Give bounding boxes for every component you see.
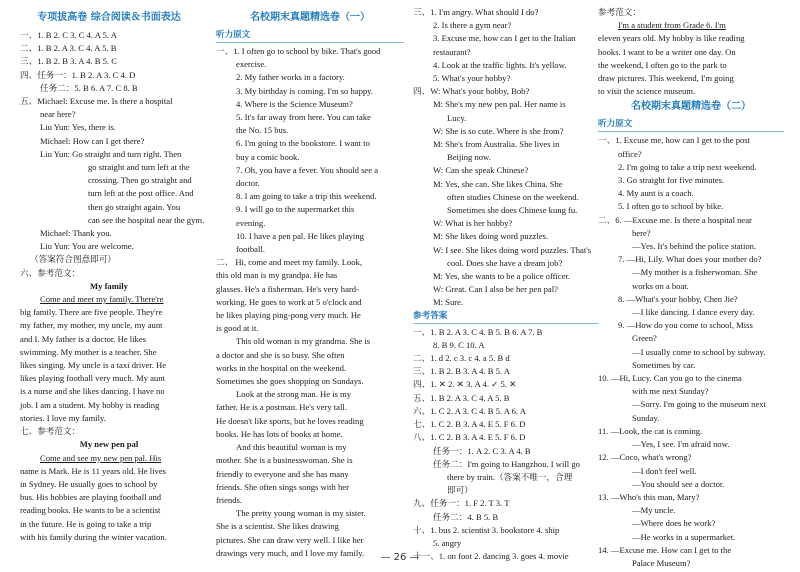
script-line: 一、1. Excuse me, how can I get to the post [598, 135, 751, 146]
script-line: often studies Chinese on the weekend. [447, 191, 579, 202]
essay-line: Come and meet my family. There're [40, 294, 164, 305]
answer-line: 任务二：I'm going to Hangzhou. I will go [433, 458, 580, 469]
answer-line: 一、1. B 2. A 3. C 4. B 5. B 6. A 7. B [413, 326, 543, 337]
script-line: 5. It's far away from here. You can take [236, 112, 371, 123]
script-line: —I like dancing. I dance every day. [632, 307, 755, 318]
script-line: 10. I have a pen pal. He likes playing [236, 230, 364, 241]
script-line: W: Can she speak Chinese? [433, 165, 529, 176]
answer-line: 八、1. C 2. B 3. A 4. E 5. F 6. D [413, 432, 526, 443]
script-line: W: I see. She likes doing word puzzles. That's [433, 244, 592, 255]
essay-line: likes playing football very much. My aunt [20, 373, 165, 384]
answer-line: 任务二：4. B 5. B [433, 511, 499, 522]
script-line: Beijing now. [447, 152, 491, 163]
essay-line: name is Mark. He is 11 years old. He lives [20, 465, 166, 476]
script-line: working. He goes to work at 5 o'clock and [216, 296, 362, 307]
script-line: —Yes. It's behind the police station. [632, 241, 757, 252]
section-label: 六、参考范文： [20, 267, 81, 278]
script-line: —Sorry. I'm going to the museum next [632, 399, 766, 410]
answer-line: 一、1. B 2. C 3. C 4. A 5. A [20, 30, 117, 40]
essay-line: stories. I love my family. [20, 412, 106, 423]
essay-line: in the future. He is going to take a trip [20, 518, 152, 529]
essay-line: Come and see my new pen pal. His [40, 452, 162, 463]
script-line: 9. I will go to the supermarket this [236, 204, 355, 215]
script-line: 11. —Look, the cat is coming. [598, 425, 703, 436]
answer-line: 二、1. d 2. c 3. c 4. a 5. B d [413, 353, 510, 364]
subsection-heading: 参考答案 [413, 310, 598, 324]
script-line: —My mother is a fisherwoman. She [632, 267, 758, 278]
script-line: office? [618, 148, 642, 159]
script-line: 3. Excuse me, how can I get to the Italian [433, 33, 576, 44]
script-line: M: Yes, she can. She likes China. She [433, 178, 563, 189]
page-number: — 26 — [380, 552, 420, 563]
dialogue-line: can see the hospital near the gym. [88, 214, 205, 225]
section-title: 专项拔高卷 综合阅读＆书面表达 [37, 12, 181, 23]
script-line: this old man is my grandpa. He has [216, 270, 338, 281]
dialogue-line: crossing. Then go straight and [88, 175, 192, 186]
answer-line: 六、1. C 2. A 3. C 4. B 5. A 6. A [413, 405, 526, 416]
script-line: 一、1. I often go to school by bike. That's good [216, 46, 381, 56]
script-line: M: Sure. [433, 297, 464, 308]
column-4 [598, 6, 784, 570]
subsection-heading: 听力原文 [598, 118, 784, 132]
script-line: drawings very much, and I love my family. [216, 547, 365, 558]
script-line: exercise. [236, 59, 267, 70]
answer-line: 任务一：1. A 2. C 3. A 4. B [433, 445, 531, 456]
section-title: 名校期末真题精选卷（一） [250, 12, 370, 23]
answer-line: 九、任务一：1. F 2. T 3. T [413, 498, 510, 509]
script-line: doctor. [236, 178, 260, 189]
answer-line: 五、1. B 2. A 3. C 4. A 5. B [413, 392, 510, 403]
script-line: —Where does he work? [632, 518, 716, 529]
script-line: 3. Go straight for five minutes. [618, 175, 725, 186]
essay-line: I'm a student from Grade 6. I'm [618, 20, 726, 31]
essay-line: likes singing. My uncle is a taxi driver. He [20, 360, 167, 371]
dialogue-line: go straight and turn left at the [88, 162, 190, 173]
script-line: —You should see a doctor. [632, 478, 725, 489]
script-line: cool. Does she have a dream job? [447, 257, 563, 268]
script-line: —Yes, I see. I'm afraid now. [632, 439, 730, 450]
script-line: Palace Museum? [632, 557, 691, 568]
script-line: 二、 Hi, come and meet my family. Look, [216, 257, 362, 268]
script-line: M: She likes doing word puzzles. [433, 231, 549, 242]
script-line: 4. Look at the traffic lights. It's yellow. [433, 59, 567, 70]
essay-line: to visit the science museum. [598, 86, 696, 97]
script-line: 6. I'm going to the bookstore. I want to [236, 138, 370, 149]
section-title: 名校期末真题精选卷（二） [631, 101, 751, 113]
script-line: M: She's from Australia. She lives in [433, 139, 560, 150]
script-line: friends. She often sings songs with her [216, 481, 349, 492]
script-line: mother. She is a businesswoman. She is [216, 455, 353, 466]
essay-title: My family [90, 280, 128, 291]
script-line: here? [632, 227, 651, 238]
essay-title: My new pen pal [79, 439, 139, 450]
section-label: 七、参考范文： [20, 426, 81, 437]
answer-line: 四、任务一：1. B 2. A 3. C 4. D [20, 69, 136, 80]
script-line: 5. What's your hobby? [433, 73, 511, 84]
answer-line: 任务二：5. B 6. A 7. C 8. B [40, 82, 138, 93]
script-line: friendly to everyone and she has many [216, 468, 349, 479]
script-line: Sunday. [632, 412, 660, 423]
script-line: Look at the strong man. He is my [236, 389, 352, 400]
script-line: 三、1. I'm angry. What should I do? [413, 7, 539, 17]
essay-line: books. I want to be a writer one day. On [598, 46, 736, 57]
script-line: 9. —How do you come to school, Miss [618, 320, 753, 331]
essay-line: and I. My father is a doctor. He likes [20, 333, 147, 344]
dialogue-line: then go straight again. You [88, 201, 181, 212]
script-line: works on a boat. [632, 280, 689, 291]
answer-line: 8. B 9. C 10. A [433, 339, 485, 350]
dialogue-line: 五、Michael: Excuse me. Is there a hospital [20, 96, 173, 107]
script-line: M: She's my new pen pal. Her name is [433, 99, 566, 110]
dialogue-line: Liu Yun: Yes, there is. [40, 122, 116, 133]
script-line: The pretty young woman is my sister. [236, 508, 366, 519]
column-3 [413, 6, 598, 563]
script-line: —My uncle. [632, 505, 676, 516]
script-line: 2. I'm going to take a trip next weekend. [618, 161, 757, 172]
script-line: 7. —Hi, Lily. What does your mother do? [618, 254, 762, 265]
script-line: 13. —Who's this man, Mary? [598, 491, 700, 502]
dialogue-line: Liu Yun: You are welcome. [40, 241, 134, 252]
script-line: Sometimes she does Chinese kung fu. [447, 205, 578, 216]
dialogue-line: Liu Yun: Go straight and turn right. Then [40, 148, 182, 159]
answer-line: 三、1. B 2. B 3. A 4. B 5. C [20, 56, 117, 67]
script-line: 2. My father works in a factory. [236, 72, 345, 83]
script-line: the No. 15 bus. [236, 125, 289, 136]
script-line: 12. —Coco, what's wrong? [598, 452, 692, 463]
answer-line: 十一、1. on foot 2. dancing 3. goes 4. movie [413, 551, 569, 562]
essay-line: with his family during the winter vacation. [20, 531, 167, 542]
script-line: books. He has lots of books at home. [216, 428, 343, 439]
script-line: This old woman is my grandma. She is [236, 336, 371, 347]
note-line: （答案符合图意即可） [30, 254, 116, 265]
answer-line: there by train.（答案不唯一，合理 [447, 471, 573, 482]
script-line: She is a scientist. She likes drawing [216, 521, 339, 532]
dialogue-line: Michael: Thank you. [40, 228, 112, 239]
script-line: —I usually come to school by subway. [632, 346, 766, 357]
essay-line: job. I am a student. My hobby is reading [20, 399, 160, 410]
dialogue-line: near here? [40, 109, 76, 120]
script-line: he likes playing ping-pong very much. He [216, 310, 361, 321]
section-label: 参考范文： [598, 7, 641, 17]
script-line: 5. I often go to school by bike. [618, 201, 724, 212]
answer-line: 二、1. B 2. A 3. C 4. A 5. B [20, 43, 117, 54]
answer-line: 十、1. bus 2. scientist 3. bookstore 4. ship [413, 524, 560, 535]
script-line: W: She is so cute. Where is she from? [433, 125, 564, 136]
script-line: evening. [236, 217, 266, 228]
script-line: 4. Where is the Science Museum? [236, 98, 353, 109]
essay-line: bus. His hobbies are playing football and [20, 492, 162, 503]
dialogue-line: Michael: How can I get there? [40, 135, 145, 146]
script-line: He doesn't like sports, but he loves reading [216, 415, 364, 426]
essay-line: eleven years old. My hobby is like reading [598, 33, 745, 44]
script-line: 二、6. —Excuse me. Is there a hospital near [598, 214, 752, 225]
column-1 [20, 6, 205, 544]
script-line: 8. I am going to take a trip this weekend. [236, 191, 377, 202]
script-line: football. [236, 244, 265, 255]
script-line: friends. [216, 494, 243, 505]
script-line: a doctor and she is so busy. She often [216, 349, 345, 360]
answer-line: 三、1. B 2. B 3. A 4. B 5. A [413, 366, 510, 377]
script-line: father. He is a postman. He's very tall. [216, 402, 347, 413]
script-line: works in the hospital on the weekend. [216, 362, 347, 373]
script-line: 3. My birthday is coming. I'm so happy. [236, 85, 374, 96]
essay-line: the weekend, I often go to the park to [598, 59, 727, 70]
script-line: Sometimes she goes shopping on Sundays. [216, 376, 364, 387]
essay-line: is a nurse and she likes dancing. I have no [20, 386, 165, 397]
answer-line: 七、1. C 2. B 3. A 4. E 5. F 6. D [413, 419, 526, 430]
essay-line: my father, my mother, my uncle, my aunt [20, 320, 163, 331]
script-line: 四、W: What's your hobby, Bob? [413, 86, 530, 97]
script-line: with me next Sunday? [632, 386, 709, 397]
essay-line: in Sydney. He usually goes to school by [20, 478, 158, 489]
script-line: And this beautiful woman is my [236, 442, 347, 453]
script-line: 2. Is there a gym near? [433, 20, 512, 31]
column-2 [216, 6, 404, 560]
answer-line: 四、1. ✕ 2. ✕ 3. A 4. ✓ 5. ✕ [413, 379, 517, 390]
script-line: W: Great. Can I also be her pen pal? [433, 284, 558, 295]
script-line: Lucy. [447, 112, 467, 123]
script-line: —He works in a supermarket. [632, 531, 736, 542]
script-line: pictures. She can draw very well. I like her [216, 534, 364, 545]
answer-line: 5. angry [433, 537, 462, 548]
essay-line: draw pictures. This weekend, I'm going [598, 73, 734, 84]
essay-line: reading books. He wants to be a scientist [20, 505, 161, 516]
script-line: 10. —Hi, Lucy. Can you go to the cinema [598, 373, 742, 384]
script-line: is good at it. [216, 323, 259, 334]
answer-line: 即可） [447, 485, 473, 496]
essay-line: big family. There are five people. They're [20, 307, 163, 318]
dialogue-line: turn left at the post office. And [88, 188, 194, 199]
script-line: W: What is her hobby? [433, 218, 513, 229]
script-line: —I don't feel well. [632, 465, 697, 476]
script-line: 4. My aunt is a coach. [618, 188, 694, 199]
script-line: Sometimes by car. [632, 359, 696, 370]
script-line: 8. —What's your hobby, Chen Jie? [618, 293, 738, 304]
script-line: 7. Oh, you have a fever. You should see a [236, 164, 379, 175]
essay-line: swimming. My mother is a teacher. She [20, 346, 157, 357]
script-line: restaurant? [433, 46, 471, 57]
subsection-heading: 听力原文 [216, 29, 404, 43]
script-line: buy a comic book. [236, 151, 300, 162]
script-line: 14. —Excuse me. How can I get to the [598, 544, 732, 555]
script-line: M: Yes, she wants to be a police officer. [433, 271, 571, 282]
script-line: Green? [632, 333, 657, 344]
script-line: glasses. He's a fisherman. He's very hard- [216, 283, 359, 294]
